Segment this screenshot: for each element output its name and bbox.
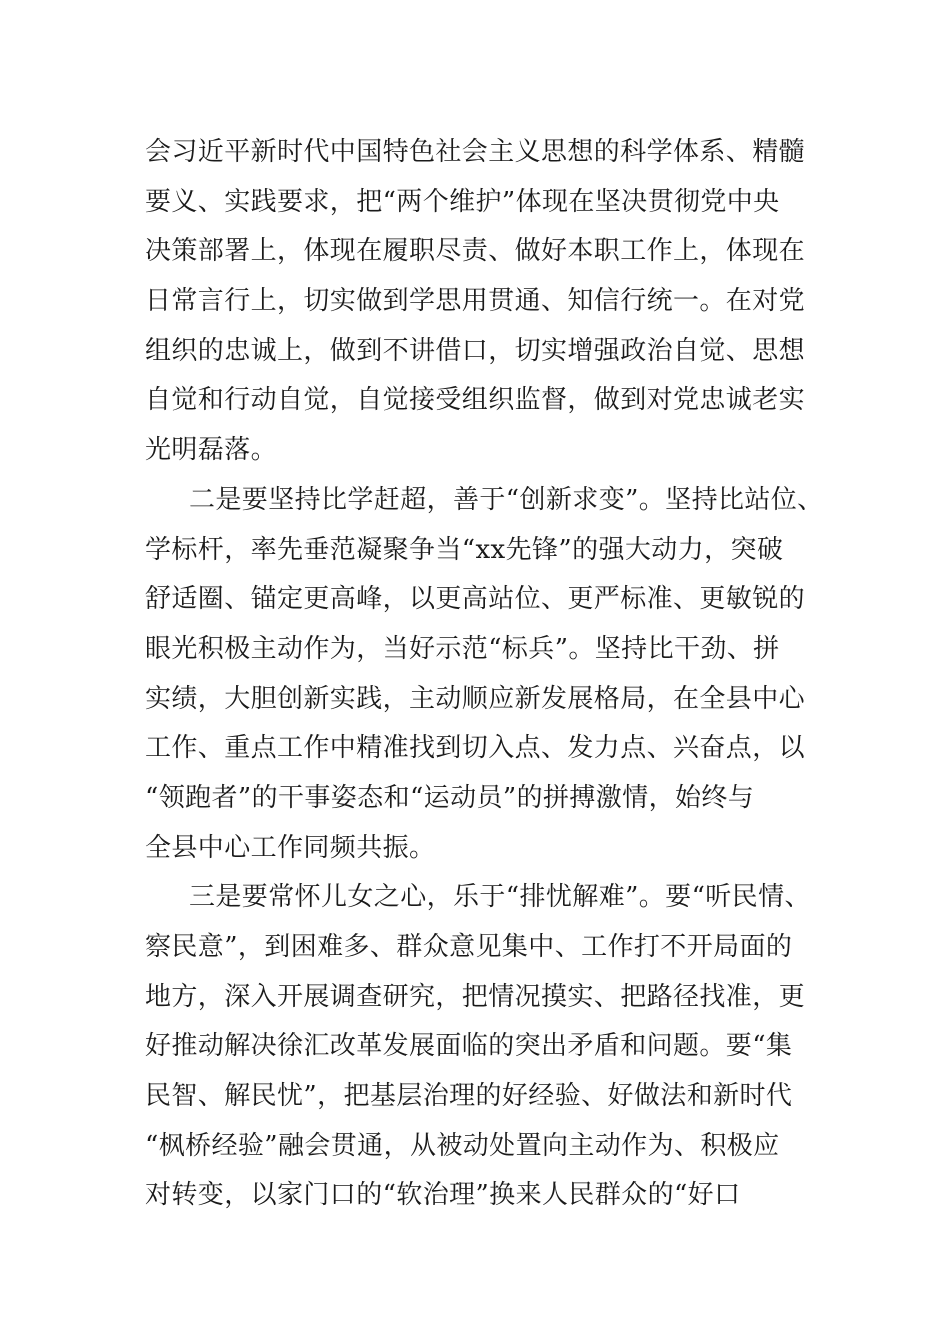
paragraph-line: 决策部署上，体现在履职尽责、做好本职工作上，体现在 [145, 236, 806, 267]
paragraph-3 [145, 873, 825, 1221]
paragraph-1 [145, 128, 825, 476]
paragraph-line: 全县中心工作同频共振。 [145, 832, 436, 863]
paragraph-line: 察民意”，到困难多、群众意见集中、工作打不开局面的 [145, 932, 793, 962]
paragraph-line: 对转变，以家门口的“软治理”换来人民群众的“好口 [145, 1180, 741, 1211]
paragraph-line: 好推动解决徐汇改革发展面临的突出矛盾和问题。要“集 [145, 1031, 793, 1062]
paragraph-line: 民智、解民忧”，把基层治理的好经验、好做法和新时代 [145, 1081, 793, 1112]
paragraph-line: 自觉和行动自觉，自觉接受组织监督，做到对党忠诚老实 [145, 385, 806, 416]
paragraph-line: 要义、实践要求，把“两个维护”体现在坚决贯彻党中央 [145, 186, 780, 217]
paragraph-first-line: 三是要常怀儿女之心，乐于“排忧解难”。要“听民情、 [189, 882, 811, 913]
paragraph-line: “领跑者”的干事姿态和“运动员”的拼搏激情，始终与 [145, 782, 755, 813]
paragraph-line: 实绩，大胆创新实践，主动顺应新发展格局，在全县中心 [145, 683, 806, 714]
paragraph-line: 会习近平新时代中国特色社会主义思想的科学体系、精髓 [145, 137, 806, 167]
paragraph-line: 眼光积极主动作为，当好示范“标兵”。坚持比干劲、拼 [145, 633, 780, 664]
paragraph-line: “枫桥经验”融会贯通，从被动处置向主动作为、积极应 [145, 1130, 780, 1161]
paragraph-line: 学标杆，率先垂范凝聚争当“xx先锋”的强大动力，突破 [145, 534, 784, 565]
paragraph-line: 地方，深入开展调查研究，把情况摸实、把路径找准，更 [145, 981, 806, 1012]
paragraph-line: 日常言行上，切实做到学思用贯通、知信行统一。在对党 [145, 286, 806, 317]
paragraph-line: 工作、重点工作中精准找到切入点、发力点、兴奋点，以 [145, 733, 806, 764]
paragraph-line: 舒适圈、锚定更高峰，以更高站位、更严标准、更敏锐的 [145, 584, 806, 615]
paragraph-first-line: 二是要坚持比学赶超，善于“创新求变”。坚持比站位、 [189, 484, 824, 515]
paragraph-line: 光明磊落。 [145, 435, 278, 466]
paragraph-line: 组织的忠诚上，做到不讲借口，切实增强政治自觉、思想 [145, 335, 806, 366]
paragraph-2 [145, 476, 825, 874]
document-body [145, 128, 825, 1221]
